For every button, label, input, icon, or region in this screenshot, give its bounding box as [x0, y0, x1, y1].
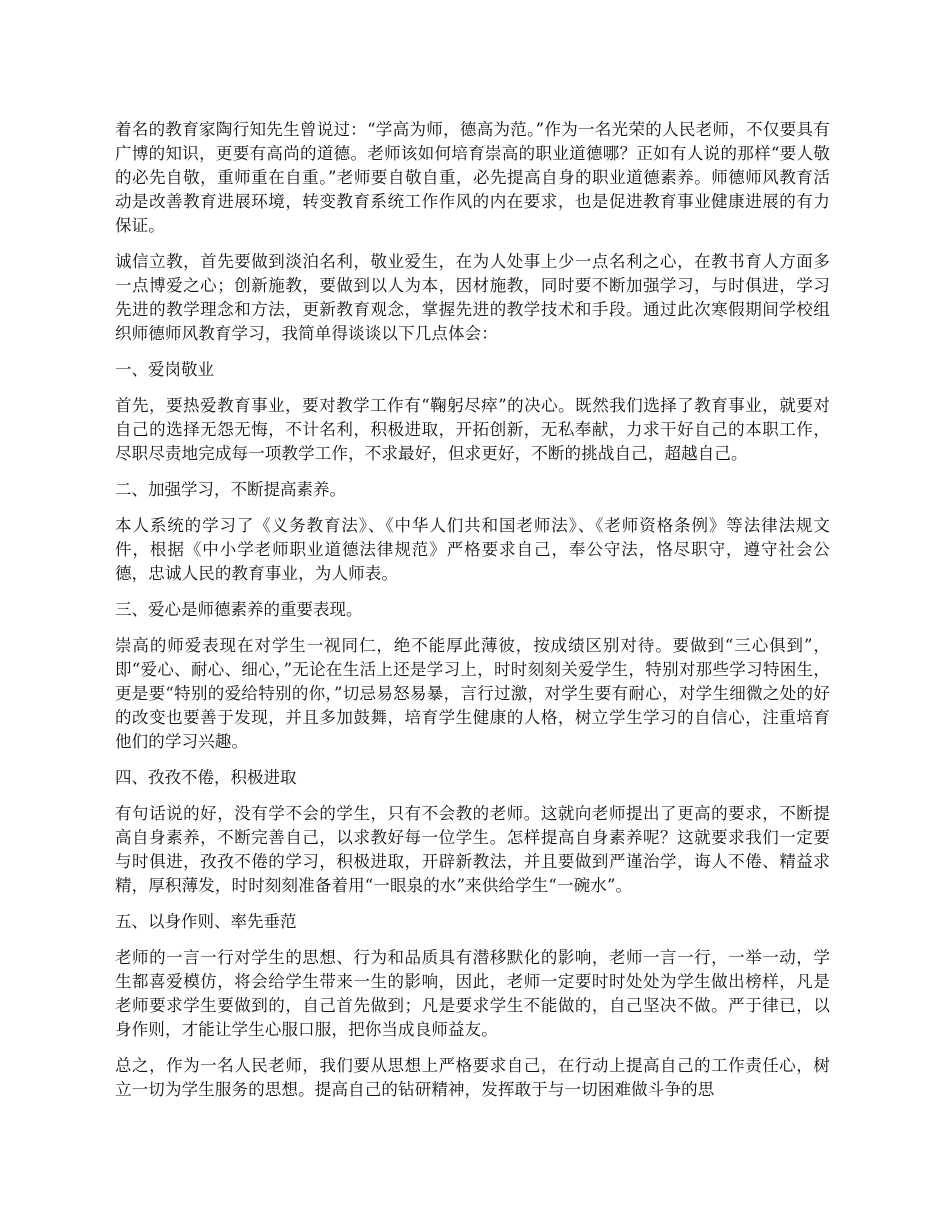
section-heading-1: 一、爱岗敬业 [115, 360, 214, 379]
paragraph-conclusion: 总之，作为一名人民老师，我们要从思想上严格要求自己，在行动上提高自己的工作责任心，树立一切为学生服务的思想。提高自己的钻研精神，发挥敢于与一切困难做斗争的思 [115, 1056, 830, 1099]
section-heading-5: 五、以身作则、率先垂范 [115, 912, 297, 931]
paragraph-diligence: 有句话说的好，没有学不会的学生，只有不会教的老师。这就向老师提出了更高的要求，不断提高自身素养，不断完善自己，以求教好每一位学生。怎样提高自身素养呢？这就要求我们一定要与时俱进，孜孜不倦的学习，积极进取，开辟新教法，并且要做到严谨治学，诲人不倦、精益求精，厚积薄发，时时刻刻准备着用“一眼泉的水”来供给学生“一碗水”。 [115, 804, 830, 895]
section-heading-3: 三、爱心是师德素养的重要表现。 [115, 600, 363, 619]
paragraph-integrity: 诚信立教，首先要做到淡泊名利，敬业爱生，在为人处事上少一点名利之心，在教书育人方面多一点博爱之心；创新施教，要做到以人为本，因材施教，同时要不断加强学习，与时俱进，学习先进的教学理念和方法，更新教育观念，掌握先进的教学技术和手段。通过此次寒假期间学校组织师德师风教育学习，我简单得谈谈以下几点体会： [115, 252, 830, 343]
paragraph-love: 崇高的师爱表现在对学生一视同仁，绝不能厚此薄彼，按成绩区别对待。要做到“三心俱到”，即“爱心、耐心、细心，”无论在生活上还是学习上，时时刻刻关爱学生，特别对那些学习特困生，更是要“特别的爱给特别的你，”切忌易怒易暴，言行过激，对学生要有耐心，对学生细微之处的好的改变也要善于发现，并且多加鼓舞，培育学生健康的人格，树立学生学习的自信心，注重培育他们的学习兴趣。 [115, 636, 830, 751]
section-heading-2: 二、加强学习，不断提高素养。 [115, 480, 346, 499]
section-heading-4: 四、孜孜不倦，积极进取 [115, 768, 297, 787]
paragraph-example: 老师的一言一行对学生的思想、行为和品质具有潜移默化的影响，老师一言一行，一举一动，学生都喜爱模仿，将会给学生带来一生的影响，因此，老师一定要时时处处为学生做出榜样，凡是老师要求学生要做到的，自己首先做到；凡是要求学生不能做的，自己坚决不做。严于律已，以身作则，才能让学生心服口服，把你当成良师益友。 [115, 948, 830, 1039]
paragraph-study: 本人系统的学习了《义务教育法》、《中华人们共和国老师法》、《老师资格条例》等法律法规文件，根据《中小学老师职业道德法律规范》严格要求自己，奉公守法，恪尽职守，遵守社会公德，忠诚人民的教育事业，为人师表。 [115, 516, 830, 583]
paragraph-dedication: 首先，要热爱教育事业，要对教学工作有“鞠躬尽瘁”的决心。既然我们选择了教育事业，就要对自己的选择无怨无悔，不计名利，积极进取，开拓创新，无私奉献，力求干好自己的本职工作，尽职尽责地完成每一项教学工作，不求最好，但求更好，不断的挑战自己，超越自己。 [115, 396, 830, 463]
paragraph-intro: 着名的教育家陶行知先生曾说过：“学高为师，德高为范。”作为一名光荣的人民老师，不仅要具有广博的知识，更要有高尚的道德。老师该如何培育崇高的职业道德哪？正如有人说的那样“要人敬的必先自敬，重师重在自重。”老师要自敬自重，必先提高自身的职业道德素养。师德师风教育活动是改善教育进展环境，转变教育系统工作作风的内在要求，也是促进教育事业健康进展的有力保证。 [115, 120, 830, 235]
